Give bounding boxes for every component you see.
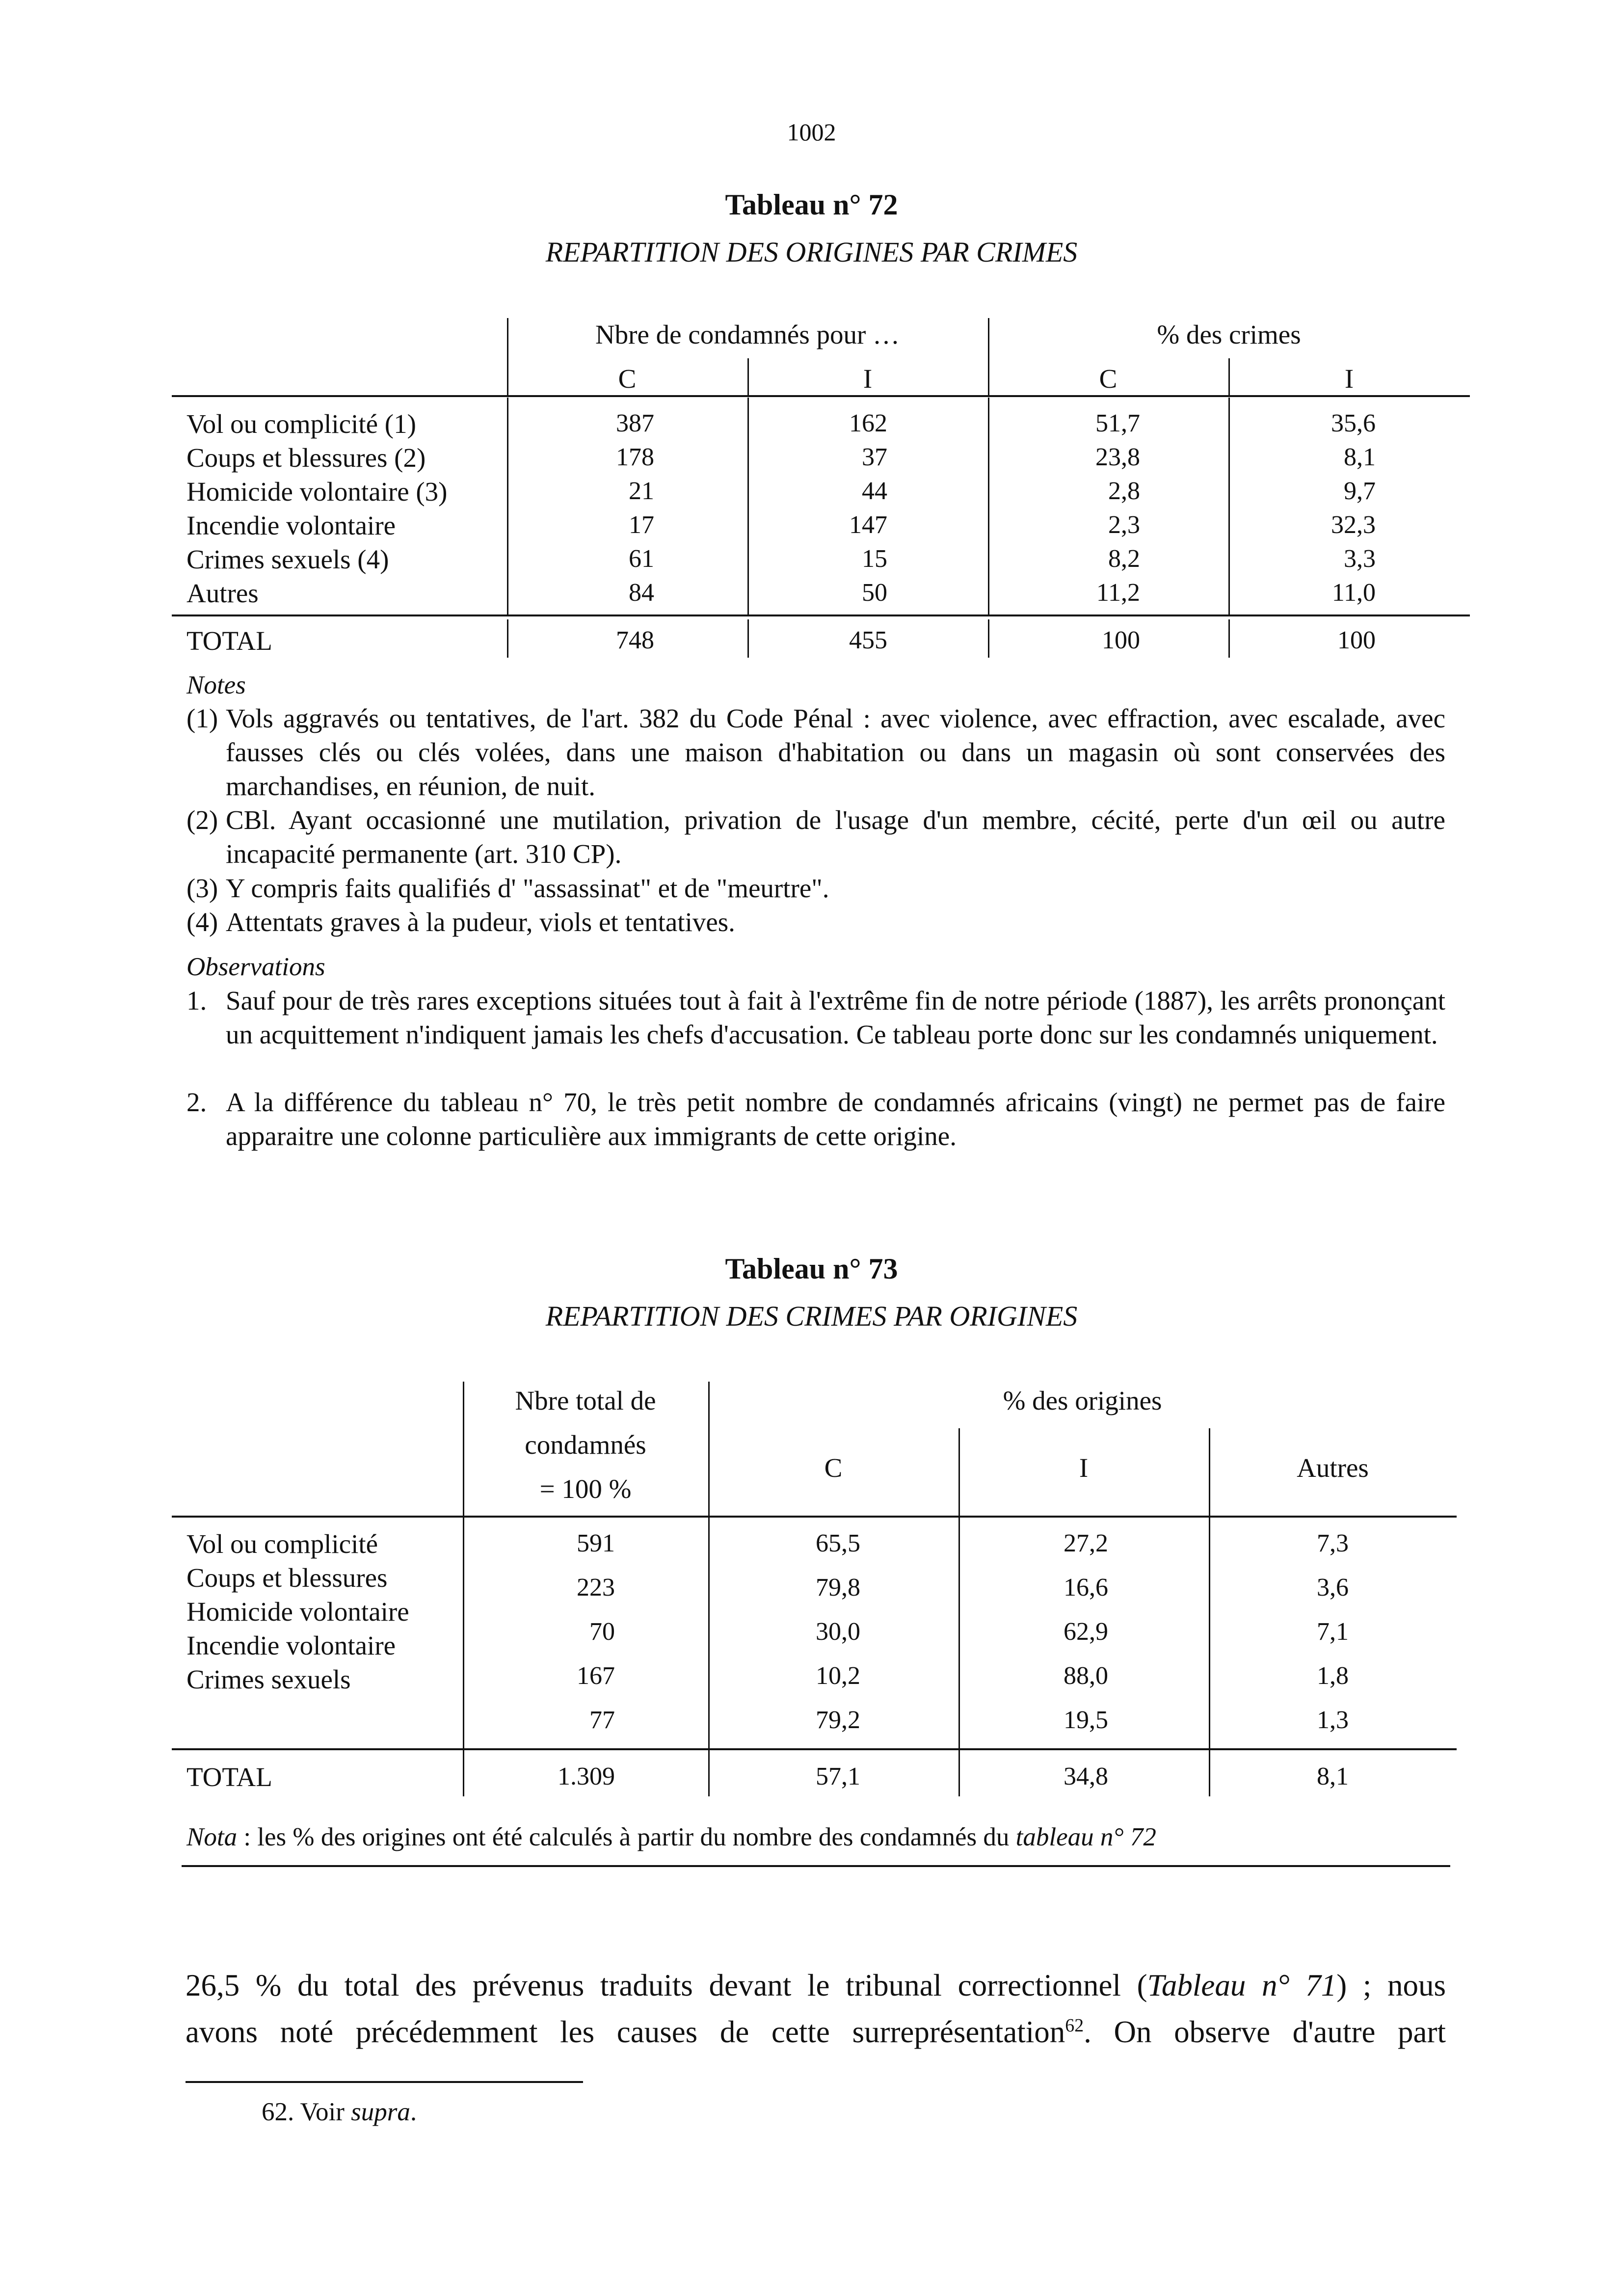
table73-rule-bottom (182, 1865, 1450, 1867)
cell: 10,2 (816, 1662, 860, 1690)
table73-rule-header (172, 1516, 1457, 1518)
cell: 455 (849, 626, 887, 654)
table73-nota (186, 1821, 1156, 1853)
row-label: Coups et blessures (186, 1563, 388, 1593)
table73-subheader: Autres (1297, 1453, 1369, 1483)
footnote-em: supra (351, 2098, 410, 2126)
observation-text: Sauf pour de très rares exceptions situées tout à fait à l'extrême fin de notre période (1887), les arrêts prononçant un acquittement n'indiquent jamais les chefs d'accusation. Ce tableau porte donc sur les condamnés uniquement. (226, 986, 1445, 1049)
table72-subheader: C (1099, 364, 1117, 394)
note-text: Y compris faits qualifiés d' "assassinat" et de "meurtre". (226, 873, 829, 903)
note-label: (3) (186, 873, 218, 903)
cell: 62,9 (1064, 1618, 1108, 1646)
table73-header-origins: % des origines (1003, 1386, 1162, 1415)
cell: 2,3 (1108, 511, 1140, 539)
cell: 70 (589, 1618, 615, 1646)
cell: 167 (577, 1662, 615, 1690)
cell: 17 (629, 511, 654, 539)
cell: 2,8 (1108, 477, 1140, 505)
cell: 44 (862, 477, 887, 505)
row-label: Homicide volontaire (186, 1597, 409, 1627)
cell: 88,0 (1064, 1662, 1108, 1690)
cell: 77 (589, 1706, 615, 1734)
note-text: Vols aggravés ou tentatives, de l'art. 382 du Code Pénal : avec violence, avec effraction, avec escalade, avec fausses clés ou clés volées, dans une maison d'habitation ou dans un magasin où sont conservées des marchandises, en réunion, de nuit. (226, 703, 1445, 801)
cell: 8,2 (1108, 545, 1140, 573)
row-label: Crimes sexuels (4) (186, 544, 389, 574)
cell: 100 (1337, 626, 1376, 654)
table72-header-percent: % des crimes (1157, 320, 1301, 349)
body-text: avons noté précédemment les causes de cette surreprésentation (186, 2015, 1065, 2049)
cell: 1,3 (1317, 1706, 1349, 1734)
cell: 30,0 (816, 1618, 860, 1646)
row-label: Autres (186, 578, 259, 608)
cell: 3,6 (1317, 1574, 1349, 1602)
nota-label: Nota (186, 1823, 238, 1851)
table73-subheader: C (824, 1453, 843, 1483)
nota-ref: tableau n° 72 (1015, 1823, 1156, 1851)
row-label: Vol ou complicité (186, 1529, 378, 1559)
cell: 19,5 (1064, 1706, 1108, 1734)
total-label: TOTAL (186, 626, 272, 656)
table73-header-total: condamnés (525, 1430, 646, 1460)
table73-title: Tableau n° 73 (725, 1253, 898, 1285)
cell: 9,7 (1344, 477, 1376, 505)
cell: 1,8 (1317, 1662, 1349, 1690)
cell: 162 (849, 409, 887, 437)
cell: 32,3 (1331, 511, 1376, 539)
observation-text: A la différence du tableau n° 70, le très petit nombre de condamnés africains (vingt) ne permet pas de faire apparaitre une colonne particulière aux immigrants de cette origine. (226, 1087, 1445, 1151)
cell: 8,1 (1317, 1762, 1349, 1790)
cell: 21 (629, 477, 654, 505)
cell: 50 (862, 579, 887, 607)
row-label: Crimes sexuels (186, 1664, 351, 1694)
row-label: Vol ou complicité (1) (186, 409, 416, 439)
cell: 147 (849, 511, 887, 539)
cell: 1.309 (558, 1762, 615, 1790)
cell: 23,8 (1095, 443, 1140, 471)
table72-subheader: I (1344, 364, 1354, 394)
page-number: 1002 (787, 118, 836, 146)
cell: 16,6 (1064, 1574, 1108, 1602)
cell: 61 (629, 545, 654, 573)
table72-subtitle: REPARTITION DES ORIGINES PAR CRIMES (545, 236, 1078, 268)
table73-header-total: = 100 % (539, 1474, 632, 1504)
cell: 34,8 (1064, 1762, 1108, 1790)
row-label: Incendie volontaire (186, 510, 396, 540)
note-text: CBl. Ayant occasionné une mutilation, privation de l'usage d'un membre, cécité, perte d'un œil ou autre incapacité permanente (art. 310 CP). (226, 805, 1445, 869)
note-label: (2) (186, 805, 218, 835)
body-line (186, 2009, 1446, 2056)
body-text: . On observe d'autre part (1084, 2015, 1446, 2049)
table72-subheader: I (863, 364, 873, 394)
notes-heading: Notes (186, 671, 246, 699)
note-text: Attentats graves à la pudeur, viols et tentatives. (226, 907, 735, 937)
total-label: TOTAL (186, 1762, 272, 1792)
cell: 37 (862, 443, 887, 471)
cell: 79,2 (816, 1706, 860, 1734)
cell: 27,2 (1064, 1529, 1108, 1557)
cell: 79,8 (816, 1574, 860, 1602)
cell: 51,7 (1095, 409, 1140, 437)
row-label: Coups et blessures (2) (186, 443, 426, 473)
table72-title: Tableau n° 72 (725, 188, 898, 221)
row-label: Incendie volontaire (186, 1630, 396, 1660)
cell: 748 (616, 626, 654, 654)
table73-subtitle: REPARTITION DES CRIMES PAR ORIGINES (545, 1300, 1078, 1332)
table73-rule-total (172, 1748, 1457, 1750)
row-label: Homicide volontaire (3) (186, 477, 448, 507)
body-line (186, 1962, 1446, 2009)
nota-text: : les % des origines ont été calculés à partir du nombre des condamnés du (237, 1823, 1016, 1851)
note-label: (1) (186, 703, 218, 733)
cell: 15 (862, 545, 887, 573)
observation-label: 2. (186, 1087, 207, 1117)
cell: 3,3 (1344, 545, 1376, 573)
cell: 223 (577, 1574, 615, 1602)
footnote-text: 62. Voir (262, 2098, 351, 2126)
body-text: 26,5 % du total des prévenus traduits devant le tribunal correctionnel ( (186, 1968, 1147, 2002)
cell: 11,0 (1331, 579, 1376, 607)
table73-header-total: Nbre total de (515, 1386, 656, 1415)
body-text: ) ; nous (1336, 1968, 1446, 2002)
cell: 7,3 (1317, 1529, 1349, 1557)
cell: 11,2 (1096, 579, 1140, 607)
cell: 84 (629, 579, 654, 607)
footnote-text: . (410, 2098, 417, 2126)
cell: 7,1 (1317, 1618, 1349, 1646)
footnote (262, 2096, 417, 2128)
body-ref: Tableau n° 71 (1147, 1968, 1337, 2002)
cell: 100 (1102, 626, 1140, 654)
cell: 591 (577, 1529, 615, 1557)
cell: 178 (616, 443, 654, 471)
cell: 8,1 (1344, 443, 1376, 471)
cell: 65,5 (816, 1529, 860, 1557)
footnote-ref: 62 (1065, 2015, 1084, 2036)
table72-subheader: C (618, 364, 637, 394)
cell: 57,1 (816, 1762, 860, 1790)
cell: 387 (616, 409, 654, 437)
note-label: (4) (186, 907, 218, 937)
footnote-separator (186, 2081, 583, 2083)
observation-label: 1. (186, 986, 207, 1015)
observations-heading: Observations (186, 953, 325, 981)
table73-subheader: I (1079, 1453, 1089, 1483)
table72-header-count: Nbre de condamnés pour … (595, 320, 900, 349)
cell: 35,6 (1331, 409, 1376, 437)
